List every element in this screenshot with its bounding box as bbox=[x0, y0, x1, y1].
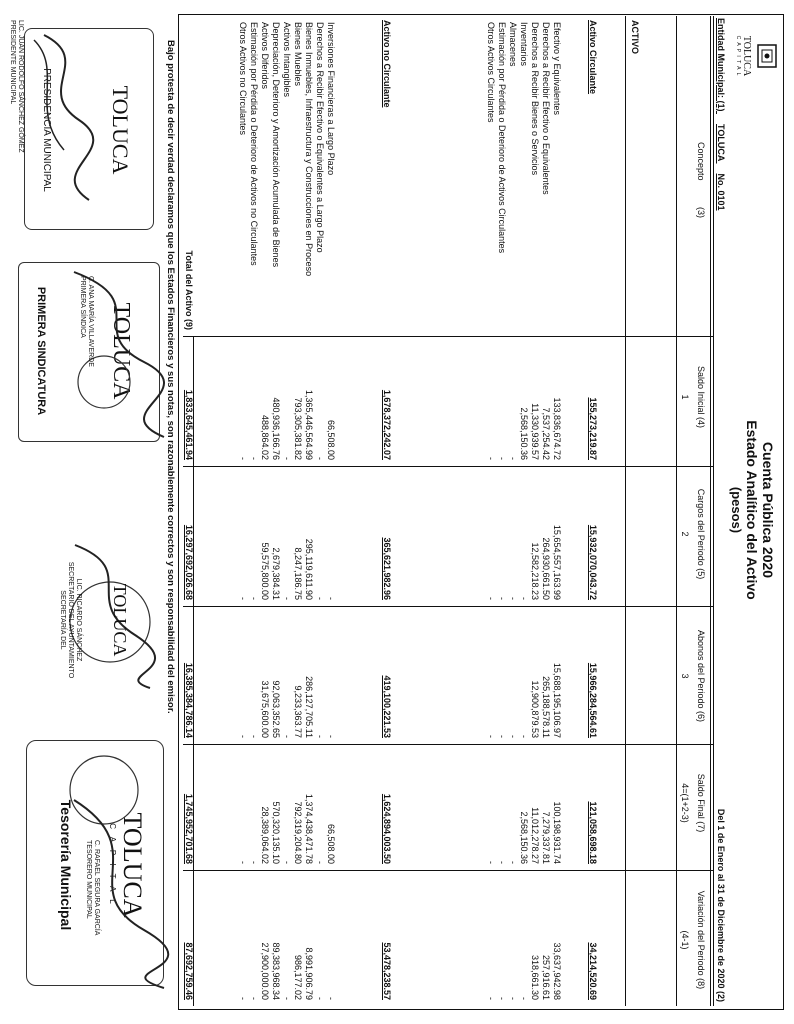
row-variacion: 89,383,968.34 bbox=[271, 942, 281, 1000]
row-cargos: - bbox=[497, 597, 507, 600]
row-saldo-inicial: 2,568,150.36 bbox=[519, 407, 529, 460]
col-divider-4 bbox=[183, 744, 713, 745]
tesoreria-role: TESORERO MUNICIPAL bbox=[85, 840, 92, 919]
row-label: Almacenes bbox=[508, 22, 518, 67]
row-cargos: 59,575,800.00 bbox=[260, 542, 270, 600]
presidencia-role: PRESIDENTE MUNICIPAL bbox=[9, 20, 16, 105]
row-cargos: 8,247,186.75 bbox=[293, 547, 303, 600]
row-saldo-final: 7,279,337.81 bbox=[541, 811, 551, 864]
sindicatura-signature-icon bbox=[54, 262, 174, 442]
entity-label: Entidad Municipal: (1) bbox=[716, 18, 726, 112]
row-abonos: - bbox=[486, 735, 496, 738]
row-saldo-final: - bbox=[282, 861, 292, 864]
row-abonos: - bbox=[249, 735, 259, 738]
total-saldo-inicial: 1,833,645,461.94 bbox=[184, 389, 194, 460]
presidencia-name: LIC. JUAN RODOLFO SÁNCHEZ GÓMEZ bbox=[17, 20, 24, 153]
row-label: Inventarios bbox=[519, 22, 529, 67]
row-saldo-final: 1,374,438,471.78 bbox=[304, 793, 314, 864]
row-cargos: 295,119,611.90 bbox=[304, 538, 314, 600]
col-saldo-final: Saldo Final (7) bbox=[696, 773, 706, 833]
row-saldo-final: - bbox=[486, 861, 496, 864]
circulante-variacion: 34,214,520.69 bbox=[588, 942, 598, 1000]
tesoreria-seal: TOLUCA bbox=[118, 812, 147, 918]
row-saldo-final: 792,319,204.80 bbox=[293, 801, 303, 864]
row-abonos: 265,188,578.11 bbox=[541, 676, 551, 738]
row-saldo-final: 11,012,278.27 bbox=[530, 807, 540, 864]
row-saldo-inicial: - bbox=[315, 457, 325, 460]
row-label: Efectivo y Equivalentes bbox=[552, 22, 562, 116]
section-circulante: Activo Circulante bbox=[588, 20, 598, 95]
row-variacion: - bbox=[315, 997, 325, 1000]
row-abonos: 92,063,352.65 bbox=[271, 680, 281, 738]
row-saldo-inicial: 793,305,381.82 bbox=[293, 397, 303, 460]
total-variacion: 87,692,759.46 bbox=[184, 942, 194, 1000]
row-cargos: 264,930,661.50 bbox=[541, 537, 551, 600]
row-cargos: 12,582,218.23 bbox=[530, 542, 540, 600]
row-saldo-inicial: - bbox=[238, 457, 248, 460]
header-top-rule-2 bbox=[710, 16, 711, 1006]
circulante-cargos: 15,932,070,043.72 bbox=[588, 524, 598, 600]
circulante-abonos: 15,966,284,564.61 bbox=[588, 662, 598, 738]
no-circulante-variacion: 53,478,238.57 bbox=[382, 942, 392, 1000]
row-variacion: - bbox=[249, 997, 259, 1000]
row-variacion: 8,991,906.79 bbox=[304, 947, 314, 1000]
toluca-crest-icon bbox=[756, 43, 778, 69]
row-label: Bienes Inmuebles, Infraestructura y Construcciones en Proceso bbox=[304, 22, 314, 277]
presidencia-stamp-text: PRESIDENCIA MUNICIPAL bbox=[41, 68, 52, 192]
row-abonos: - bbox=[282, 735, 292, 738]
row-saldo-final: - bbox=[249, 861, 259, 864]
secretaria-seal: TOLUCA bbox=[110, 583, 130, 657]
row-label: Estimación por Pérdida o Deterioro de Activos no Circulantes bbox=[249, 22, 259, 266]
logo-text: TOLUCA bbox=[741, 35, 752, 77]
col-variacion-n: (4-1) bbox=[680, 930, 690, 950]
row-saldo-final: 66,508.00 bbox=[326, 823, 336, 864]
row-abonos: - bbox=[497, 735, 507, 738]
row-saldo-final: - bbox=[315, 861, 325, 864]
row-variacion: 318,661.30 bbox=[530, 954, 540, 1000]
row-variacion: 986,177.02 bbox=[293, 954, 303, 1000]
no-circulante-saldo-final: 1,624,894,003.50 bbox=[382, 793, 392, 864]
row-cargos: - bbox=[238, 597, 248, 600]
row-saldo-final: 28,389,064.02 bbox=[260, 806, 270, 864]
row-variacion: 257,916.61 bbox=[541, 954, 551, 1000]
row-cargos: - bbox=[282, 597, 292, 600]
row-abonos: - bbox=[508, 735, 518, 738]
row-variacion: 33,637,942.98 bbox=[552, 942, 562, 1000]
tesoreria-signature-icon bbox=[54, 740, 174, 990]
no-circulante-saldo-inicial: 1,678,372,242.07 bbox=[382, 389, 392, 460]
sindicatura-name: C. ANA MARÍA VILLAVERDE bbox=[87, 276, 94, 367]
row-label: Inversiones Financieras a Largo Plazo bbox=[326, 22, 336, 176]
entity-number: No. 0101 bbox=[716, 173, 726, 211]
tesoreria-name: C. RAFAEL SEGURA GARCÍA bbox=[93, 840, 100, 936]
total-cargos: 16,297,692,026.68 bbox=[184, 524, 194, 600]
circulante-saldo-inicial: 155,273,219.87 bbox=[588, 397, 598, 460]
circulante-saldo-final: 121,058,698.18 bbox=[588, 801, 598, 864]
row-saldo-inicial: - bbox=[282, 457, 292, 460]
header-top-rule bbox=[713, 16, 714, 1006]
col-cargos-n: 2 bbox=[680, 531, 690, 537]
row-label: Bienes Muebles bbox=[293, 22, 303, 87]
row-variacion: - bbox=[486, 997, 496, 1000]
row-saldo-inicial: - bbox=[249, 457, 259, 460]
row-variacion: - bbox=[519, 997, 529, 1000]
row-variacion: - bbox=[497, 997, 507, 1000]
header-bottom-rule bbox=[676, 16, 677, 1006]
presidencia-signature-icon bbox=[24, 30, 104, 210]
row-label: Otros Activos Circulantes bbox=[486, 22, 496, 123]
row-abonos: 15,688,195,106.97 bbox=[552, 662, 562, 738]
row-abonos: 31,675,600.00 bbox=[260, 680, 270, 738]
row-saldo-inicial: - bbox=[497, 457, 507, 460]
presidencia-seal: TOLUCA bbox=[108, 85, 133, 175]
row-saldo-inicial: 66,508.00 bbox=[326, 419, 336, 460]
sindicatura-stamp-text: PRIMERA SINDICATURA bbox=[35, 286, 47, 416]
col-saldo-inicial: Saldo Inicial (4) bbox=[696, 365, 706, 429]
row-saldo-final: - bbox=[238, 861, 248, 864]
col-divider-2 bbox=[183, 466, 713, 467]
row-saldo-inicial: 1,365,446,564.99 bbox=[304, 389, 314, 460]
row-cargos: - bbox=[486, 597, 496, 600]
tesoreria-stamp-text: Tesorería Municipal bbox=[58, 799, 74, 931]
activo-rule bbox=[625, 16, 626, 1006]
col-abonos: Abonos del Periodo (6) bbox=[696, 629, 706, 723]
row-abonos: - bbox=[238, 735, 248, 738]
col-divider-1 bbox=[183, 336, 713, 337]
row-cargos: - bbox=[315, 597, 325, 600]
row-abonos: - bbox=[519, 735, 529, 738]
row-saldo-final: 570,320,135.10 bbox=[271, 801, 281, 864]
row-label: Estimación por Pérdida o Deterioro de Activos Circulantes bbox=[497, 22, 507, 254]
row-cargos: - bbox=[326, 597, 336, 600]
row-saldo-inicial: 133,836,674.72 bbox=[552, 397, 562, 460]
toluca-logo bbox=[730, 30, 778, 82]
row-abonos: 9,233,363.77 bbox=[293, 685, 303, 738]
row-variacion: - bbox=[238, 997, 248, 1000]
col-cargos: Cargos del Periodo (5) bbox=[696, 488, 706, 580]
report-units: (pesos) bbox=[729, 486, 744, 534]
row-variacion: - bbox=[508, 997, 518, 1000]
entity-name: TOLUCA bbox=[716, 124, 726, 162]
row-variacion: - bbox=[326, 997, 336, 1000]
row-saldo-inicial: 7,537,254.42 bbox=[541, 407, 551, 460]
row-label: Otros Activos no Circulantes bbox=[238, 22, 248, 136]
tesoreria-seal-sub: C A P I T A L bbox=[108, 823, 117, 907]
col-concepto-label: Concepto bbox=[696, 141, 706, 181]
row-cargos: 15,654,557,163.99 bbox=[552, 524, 562, 600]
row-abonos: 286,127,705.11 bbox=[304, 676, 314, 738]
row-abonos: 12,900,879.53 bbox=[530, 680, 540, 738]
col-concepto-ref: (3) bbox=[696, 207, 706, 219]
col-saldo-inicial-n: 1 bbox=[680, 394, 690, 400]
no-circulante-cargos: 365,621,982.96 bbox=[382, 537, 392, 600]
row-saldo-inicial: - bbox=[508, 457, 518, 460]
row-label: Derechos a Recibir Bienes o Servicios bbox=[530, 22, 540, 176]
row-variacion: - bbox=[282, 997, 292, 1000]
row-saldo-inicial: 11,330,939.57 bbox=[530, 403, 540, 460]
col-variacion: Variación del Periodo (8) bbox=[696, 890, 706, 990]
col-concepto bbox=[695, 30, 706, 330]
row-variacion: 27,900,000.00 bbox=[260, 942, 270, 1000]
row-saldo-inicial: - bbox=[486, 457, 496, 460]
row-saldo-final: 100,198,931.74 bbox=[552, 801, 562, 864]
col-abonos-n: 3 bbox=[680, 673, 690, 679]
row-label: Depreciación, Deterioro y Amortización Acumulada de Bienes bbox=[271, 22, 281, 268]
row-cargos: - bbox=[519, 597, 529, 600]
total-abonos: 16,385,384,786.14 bbox=[184, 662, 194, 738]
row-cargos: - bbox=[249, 597, 259, 600]
total-saldo-final: 1,745,952,701.68 bbox=[184, 793, 194, 864]
col-divider-5 bbox=[183, 870, 713, 871]
report-title: Cuenta Pública 2020 bbox=[760, 441, 776, 579]
row-abonos: - bbox=[315, 735, 325, 738]
col-divider-3 bbox=[183, 606, 713, 607]
col-saldo-final-n: 4=(1+2-3) bbox=[680, 783, 690, 823]
row-cargos: - bbox=[508, 597, 518, 600]
row-label: Derechos a Recibir Efectivo o Equivalentes a Largo Plazo bbox=[315, 22, 325, 253]
secretaria-stamp-text: SECRETARÍA DEL bbox=[59, 590, 66, 650]
sindicatura-role: PRIMERA SÍNDICA bbox=[79, 276, 86, 338]
row-saldo-inicial: 488,864.02 bbox=[260, 414, 270, 460]
row-label: Derechos a Recibir Efectivo o Equivalentes bbox=[541, 22, 551, 195]
row-saldo-inicial: 480,936,166.76 bbox=[271, 397, 281, 460]
section-activo: ACTIVO bbox=[630, 20, 640, 55]
row-saldo-final: - bbox=[497, 861, 507, 864]
sindicatura-seal: TOLUCA bbox=[108, 302, 134, 400]
logo-subtext: C A P I T A L bbox=[735, 35, 741, 77]
no-circulante-abonos: 419,100,221.53 bbox=[382, 675, 392, 738]
secretaria-role: SECRETARIO DEL AYUNTAMIENTO bbox=[67, 561, 74, 679]
section-no-circulante: Activo no Circulante bbox=[382, 20, 392, 108]
row-saldo-final: 2,568,150.36 bbox=[519, 811, 529, 864]
secretaria-name: LIC. RICARDO SÁNCHEZ bbox=[75, 578, 82, 662]
declaration-text: Bajo protesta de decir verdad declaramos que los Estados Financieros y sus notas, son razonablemente correctos y son responsabilidad del emisor. bbox=[165, 40, 176, 714]
report-subtitle: Estado Analítico del Activo bbox=[744, 420, 760, 600]
row-abonos: - bbox=[326, 735, 336, 738]
total-label: Total del Activo (9) bbox=[184, 250, 194, 330]
entity-line bbox=[715, 18, 726, 211]
row-cargos: 2,679,384.31 bbox=[271, 547, 281, 600]
row-saldo-final: - bbox=[508, 861, 518, 864]
row-label: Activos Intangibles bbox=[282, 22, 292, 98]
row-label: Activos Diferidos bbox=[260, 22, 270, 90]
period-label: Del 1 de Enero al 31 de Diciembre de 2020 (2) bbox=[716, 808, 726, 1002]
